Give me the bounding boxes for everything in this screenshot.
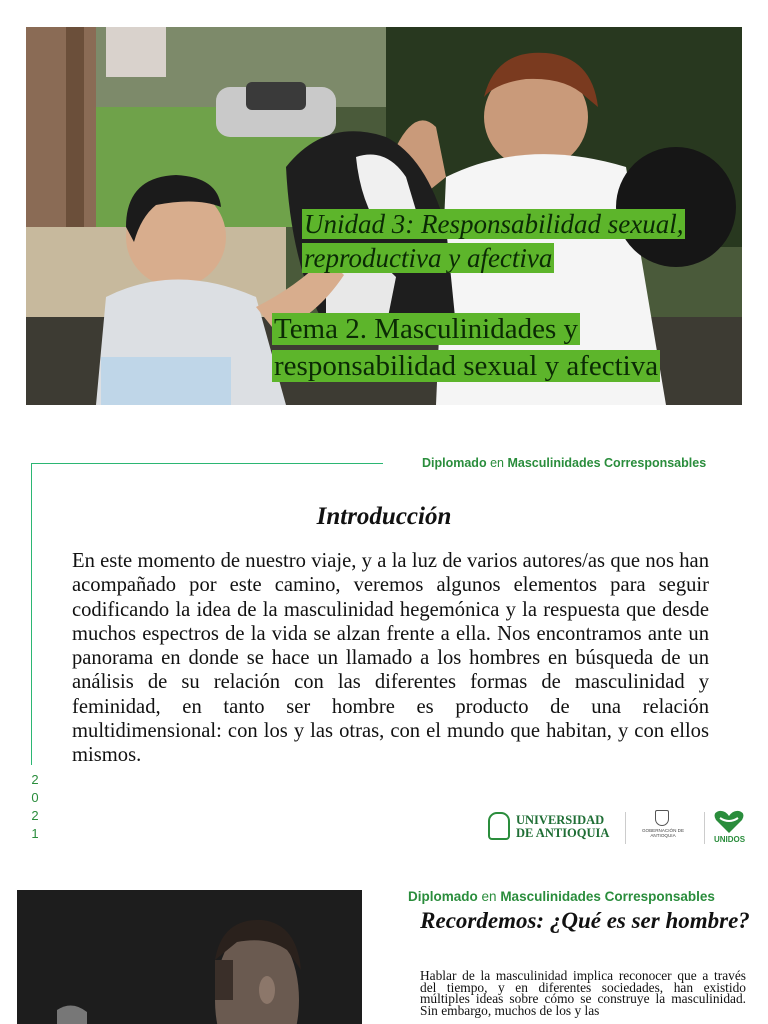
- year-digit: 2: [31, 808, 39, 823]
- gobernacion-shield-icon: [655, 810, 669, 826]
- year-vertical: [29, 771, 41, 843]
- year-digit: 0: [31, 790, 39, 805]
- hero-banner: [26, 27, 742, 405]
- frame-top-line: [31, 463, 383, 464]
- institution-logos: [488, 808, 748, 848]
- section-heading: Recordemos: ¿Qué es ser hombre?: [420, 908, 750, 933]
- unidos-heart-icon: [714, 810, 744, 834]
- udea-line2: DE ANTIOQUIA: [516, 826, 610, 840]
- udea-logo-text: [516, 814, 609, 840]
- year-digit: 2: [31, 772, 39, 787]
- man-portrait-image: [17, 890, 362, 1024]
- udea-seal-icon: [488, 812, 510, 840]
- program-name: Masculinidades Corresponsables: [507, 456, 707, 470]
- udea-line1: UNIVERSIDAD: [516, 813, 605, 827]
- unidos-logo-text: UNIDOS: [714, 835, 746, 844]
- intro-paragraph: En este momento de nuestro viaje, y a la luz de varios autores/as que nos han acompañado por este camino, veremos algunos elementos para seguir codificando la idea de la masculinidad hegemónica y la respuesta que desde muchos espectros de la vida se alzan frente a ella. Nos encontramos ante un panorama en donde se hace un llamado a los hombres en búsqueda de un análisis de su relación con las diferentes formas de masculinidad y feminidad, en tanto ser hombre es producto de una relación multidimensional: con los y las otras, con el mundo que habitan, y con ellos mismos.: [72, 550, 709, 767]
- intro-heading: Introducción: [316, 503, 452, 530]
- program-name: Masculinidades Corresponsables: [500, 889, 715, 904]
- unit-title: Unidad 3: Responsabilidad sexual, reproductiva y afectiva: [304, 209, 684, 273]
- program-connector: en: [490, 456, 504, 470]
- program-label: Diplomado: [408, 889, 478, 904]
- gobernacion-logo-text: GOBERNACIÓN DE ANTIOQUIA: [641, 828, 685, 838]
- program-header: [422, 456, 706, 470]
- program-connector: en: [481, 889, 497, 904]
- section-paragraph: Hablar de la masculinidad implica reconocer que a través del tiempo, y en diferentes sociedades, han existido múltiples ideas sobre cómo se construye la masculinidad. Sin embargo, muchos de los y las: [420, 968, 746, 1018]
- logo-divider: [704, 812, 705, 844]
- man-portrait-photo: [17, 890, 362, 1024]
- program-label: Diplomado: [422, 456, 487, 470]
- year-digit: 1: [31, 826, 39, 841]
- program-header-page2: [408, 889, 715, 904]
- topic-title: Tema 2. Masculinidades y responsabilidad sexual y afectiva: [274, 313, 659, 382]
- logo-divider: [625, 812, 626, 844]
